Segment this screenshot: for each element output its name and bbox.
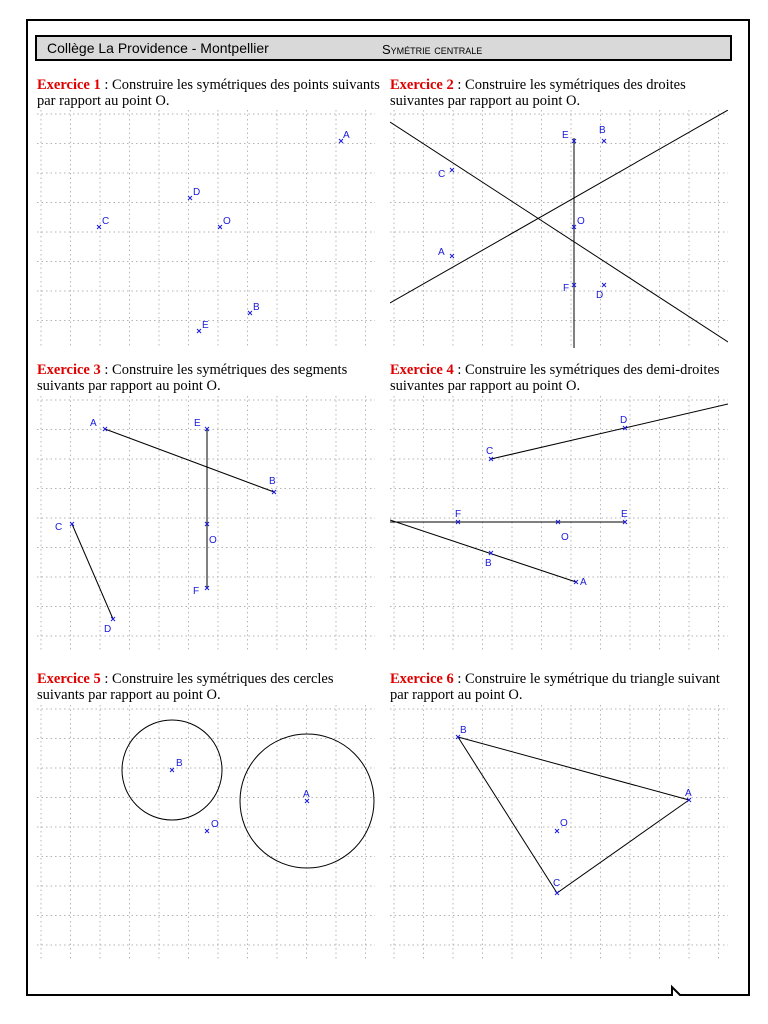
point-label-o: O xyxy=(209,535,217,546)
exercise-4-separator: : xyxy=(453,362,466,378)
point-label-c: C xyxy=(553,878,561,889)
exercise-1-text: Construire les symétriques des points suivants par rapport au point O. xyxy=(37,77,380,109)
point-label-b: B xyxy=(460,725,467,736)
exercise-5-separator: : xyxy=(100,671,113,687)
point-label-e: E xyxy=(202,320,209,331)
point-label-a: A xyxy=(343,130,350,141)
half-line-ab xyxy=(390,520,576,582)
exercise-2-title: Exercice 2 xyxy=(390,77,454,93)
segment-cd xyxy=(72,524,113,619)
point-label-o: O xyxy=(211,819,219,830)
point-label-a: A xyxy=(438,247,445,258)
point-label-f: F xyxy=(563,283,570,294)
exercise-6-title: Exercice 6 xyxy=(390,671,454,687)
points xyxy=(97,130,350,333)
point-label-f: F xyxy=(455,509,462,520)
point-label-e: E xyxy=(562,130,569,141)
exercise-5-text: Construire les symétriques des cercles suivants par rapport au point O. xyxy=(37,671,334,703)
exercise-6-figure xyxy=(390,705,728,961)
exercise-3-separator: : xyxy=(100,362,113,378)
point-label-b: B xyxy=(269,476,276,487)
point-label-e: E xyxy=(621,509,628,520)
points xyxy=(55,418,276,635)
exercise-6-statement xyxy=(390,671,735,703)
exercise-4-title: Exercice 4 xyxy=(390,362,454,378)
segment-ab xyxy=(105,429,274,492)
point-label-b: B xyxy=(485,558,492,569)
point-label-f: F xyxy=(193,586,200,597)
point-label-o: O xyxy=(577,216,585,227)
point-label-a: A xyxy=(303,789,310,800)
grid-lines xyxy=(37,705,375,961)
exercise-6-separator: : xyxy=(453,671,466,687)
point-label-o: O xyxy=(223,216,231,227)
points xyxy=(455,415,628,588)
point-label-c: C xyxy=(102,216,110,227)
point-label-a: A xyxy=(90,418,97,429)
exercise-2-text: Construire les symétriques des droites suivantes par rapport au point O. xyxy=(390,77,686,109)
point-label-d: D xyxy=(596,290,604,301)
school-name: Collège La Providence - Montpellier xyxy=(47,40,269,56)
point-label-b: B xyxy=(176,758,183,769)
exercise-4-statement xyxy=(390,362,735,394)
exercise-1-statement xyxy=(37,77,382,109)
exercise-3-statement xyxy=(37,362,382,394)
point-label-o: O xyxy=(560,818,568,829)
point-label-o: O xyxy=(561,532,569,543)
grid-lines xyxy=(390,110,728,348)
exercise-2-separator: : xyxy=(453,77,466,93)
exercise-3-figure xyxy=(37,396,375,650)
exercise-6-text: Construire le symétrique du triangle suivant par rapport au point O. xyxy=(390,671,720,703)
point-label-d: D xyxy=(620,415,628,426)
line-ab xyxy=(390,110,728,303)
point-label-c: C xyxy=(438,169,446,180)
exercise-3-title: Exercice 3 xyxy=(37,362,101,378)
page-header xyxy=(35,35,732,61)
points xyxy=(438,125,606,301)
exercise-4-text: Construire les symétriques des demi-droites suivantes par rapport au point O. xyxy=(390,362,720,394)
point-label-a: A xyxy=(685,788,692,799)
exercise-4-figure xyxy=(390,396,728,650)
exercise-1-figure xyxy=(37,110,375,348)
exercise-5-figure xyxy=(37,705,375,961)
exercise-3-text: Construire les symétriques des segments suivants par rapport au point O. xyxy=(37,362,348,394)
exercise-1-title: Exercice 1 xyxy=(37,77,101,93)
half-line-cd xyxy=(491,404,728,459)
worksheet-topic: Symétrie centrale xyxy=(382,42,483,57)
triangle-abc xyxy=(458,737,689,893)
point-label-a: A xyxy=(580,577,587,588)
exercise-2-statement xyxy=(390,77,735,109)
point-label-e: E xyxy=(194,418,201,429)
exercise-2-figure xyxy=(390,110,728,348)
grid-lines xyxy=(37,110,375,348)
exercise-5-title: Exercice 5 xyxy=(37,671,101,687)
point-label-b: B xyxy=(599,125,606,136)
exercise-1-separator: : xyxy=(100,77,113,93)
point-label-b: B xyxy=(253,302,260,313)
point-label-d: D xyxy=(104,624,112,635)
point-label-c: C xyxy=(55,522,63,533)
points xyxy=(456,725,692,895)
exercise-5-statement xyxy=(37,671,382,703)
point-label-c: C xyxy=(486,446,494,457)
point-label-d: D xyxy=(193,187,201,198)
